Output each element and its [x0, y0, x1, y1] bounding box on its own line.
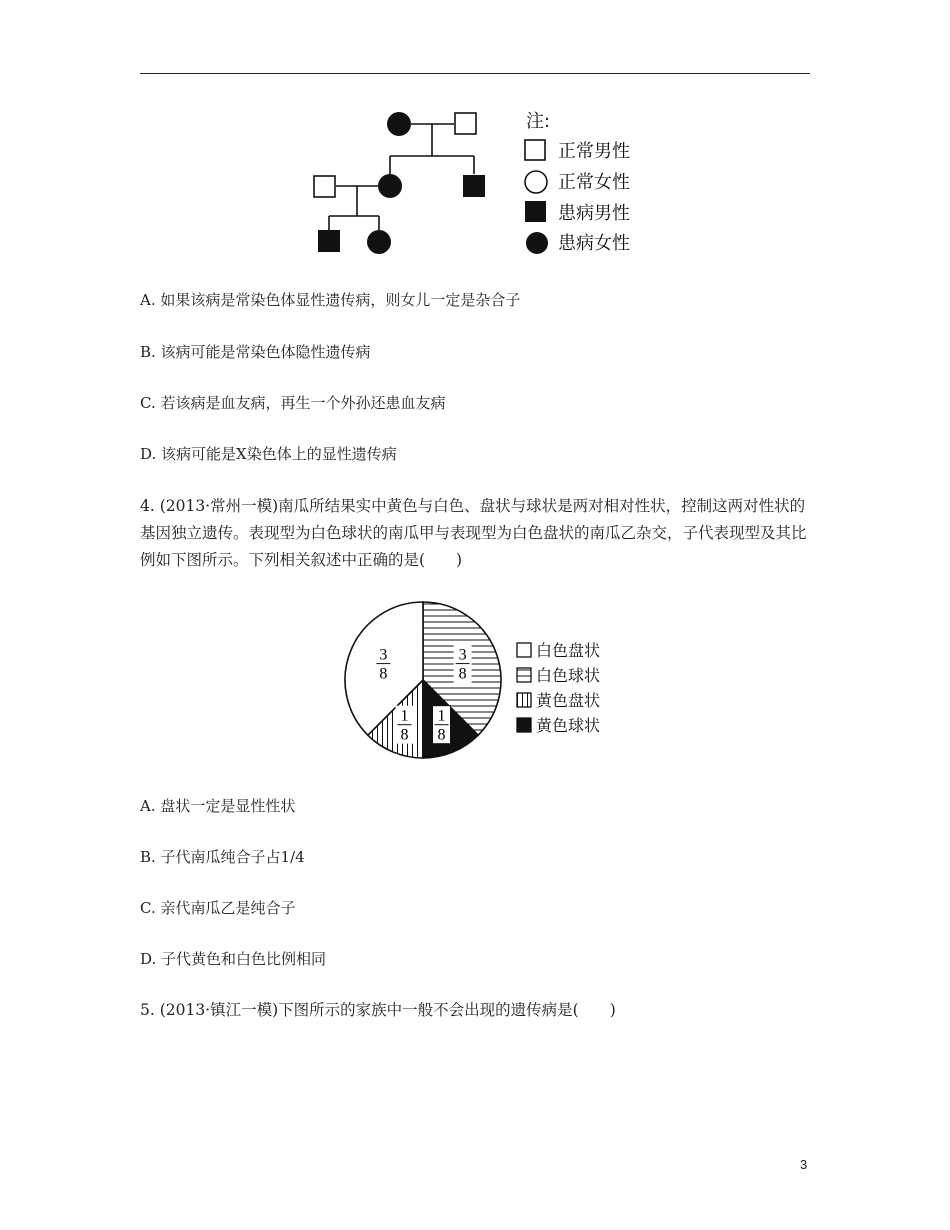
legend-swatch: [517, 643, 531, 657]
affected-female-symbol: [387, 112, 411, 136]
legend-affected-male-icon: [525, 201, 546, 222]
svg-text:8: 8: [400, 726, 409, 744]
legend-label: 正常男性: [558, 141, 630, 162]
legend-swatch: [517, 693, 531, 707]
pie-slice-label: [374, 645, 392, 683]
legend-label: 正常女性: [558, 172, 630, 193]
svg-text:1: 1: [400, 707, 409, 725]
normal-male-symbol: [455, 113, 476, 134]
q3-option-b: B. 该病可能是常染色体隐性遗传病: [140, 343, 371, 361]
q4-stem: 4. (2013·常州一模)南瓜所结果实中黄色与白色、盘状与球状是两对相对性状，控制这两对性状的基因独立遗传。表现型为白色球状的南瓜甲与表现型为白色盘状的南瓜乙杂交，子代表现型及其比例如下图所示。下列相关叙述中正确的是( ): [140, 497, 807, 569]
svg-text:8: 8: [379, 665, 388, 683]
pie-chart: [340, 595, 620, 770]
legend-title: 注:: [526, 111, 551, 132]
pie-slice-label: [395, 706, 413, 744]
affected-male-symbol: [318, 230, 340, 252]
affected-female-symbol: [367, 230, 391, 254]
svg-text:8: 8: [437, 726, 446, 744]
normal-male-symbol: [314, 176, 335, 197]
legend-swatch: [517, 718, 531, 732]
svg-text:3: 3: [379, 646, 388, 664]
legend-label: 白色球状: [536, 666, 601, 685]
legend-affected-female-icon: [526, 232, 548, 254]
q4-option-c: C. 亲代南瓜乙是纯合子: [140, 899, 296, 917]
q4-option-b: B. 子代南瓜纯合子占1/4: [140, 848, 305, 866]
svg-text:1: 1: [437, 707, 446, 725]
legend-label: 白色盘状: [536, 641, 601, 660]
legend-swatch: [517, 668, 531, 682]
q3-option-a: A. 如果该病是常染色体显性遗传病，则女儿一定是杂合子: [140, 291, 521, 309]
pie-slice-label: [454, 645, 472, 683]
page-number: 3: [800, 1157, 808, 1172]
q4-option-d: D. 子代黄色和白色比例相同: [140, 950, 327, 968]
svg-text:3: 3: [458, 646, 467, 664]
q5-stem: 5. (2013·镇江一模)下图所示的家族中一般不会出现的遗传病是( ): [140, 1001, 616, 1019]
q4-option-a: A. 盘状一定是显性性状: [140, 797, 296, 815]
legend-label: 黄色球状: [536, 716, 601, 735]
q3-option-c: C. 若该病是血友病，再生一个外孙还患血友病: [140, 394, 446, 412]
affected-male-symbol: [463, 175, 485, 197]
q3-option-d: D. 该病可能是X染色体上的显性遗传病: [140, 445, 397, 463]
pedigree-figure: [300, 100, 660, 265]
affected-female-symbol: [378, 174, 402, 198]
legend-label: 黄色盘状: [536, 691, 601, 710]
header-rule: [140, 73, 810, 74]
legend-label: 患病女性: [558, 233, 630, 254]
pie-slice-label: [433, 706, 451, 744]
legend-normal-female-icon: [525, 171, 547, 193]
legend-label: 患病男性: [558, 203, 630, 224]
svg-text:8: 8: [458, 665, 467, 683]
legend-normal-male-icon: [525, 140, 545, 160]
